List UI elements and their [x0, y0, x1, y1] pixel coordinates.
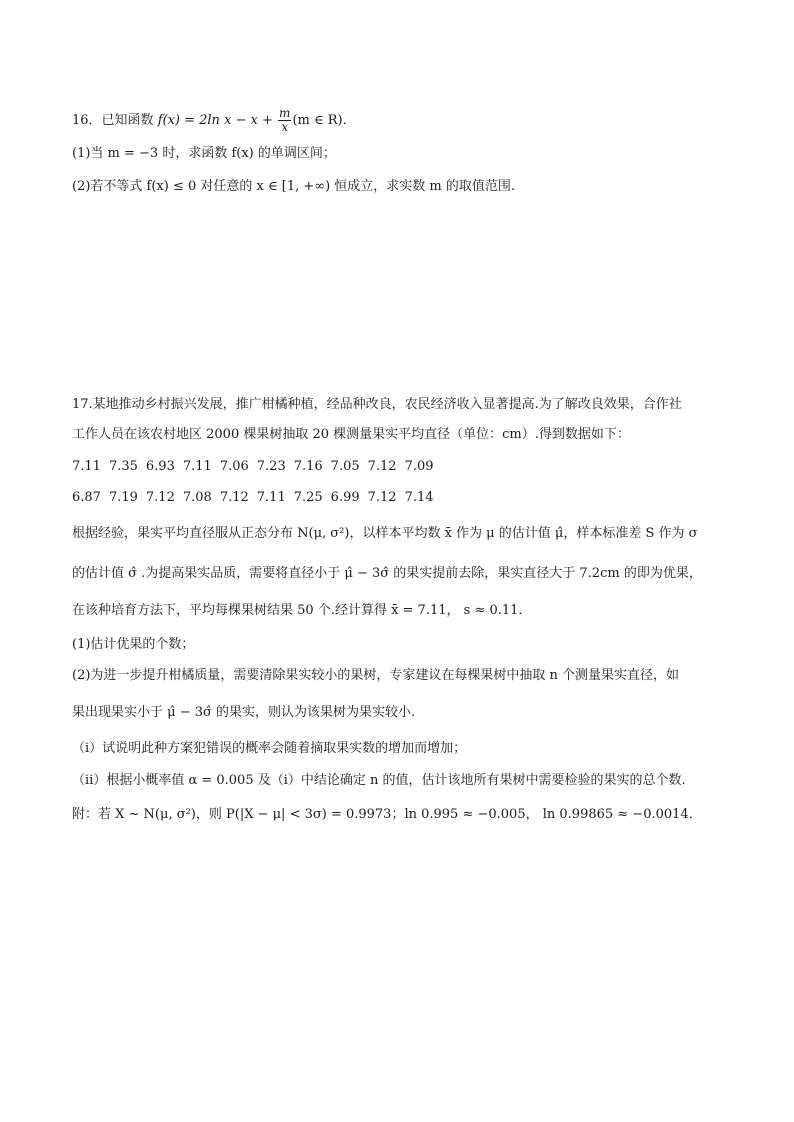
- q16-frac-numerator: m: [279, 106, 291, 120]
- q17-line5: 在该种培育方法下，平均每棵果树结果 50 个.经计算得 x̄ = 7.11， s ≈ 0.11．: [72, 603, 532, 618]
- q16-function-lhs: f(x) = 2ln x − x +: [157, 113, 278, 128]
- data-value: 7.19: [108, 490, 138, 505]
- q17-part1: (1)估计优果的个数；: [72, 637, 195, 652]
- q16-part1: (1)当 m = −3 时，求函数 f(x) 的单调区间；: [72, 146, 336, 161]
- q17-part2-line2: 果出现果实小于 μ̂ − 3σ̂ 的果实，则认为该果树为果实较小.: [72, 705, 416, 720]
- data-value: 7.12: [145, 490, 175, 505]
- q16-stem-prefix: 16．已知函数: [72, 113, 158, 128]
- q17-data-row2: [72, 489, 442, 507]
- data-value: 7.08: [182, 490, 212, 505]
- data-value: 7.12: [367, 459, 397, 474]
- q16-stem: [72, 107, 356, 134]
- data-value: 7.12: [219, 490, 249, 505]
- data-value: 7.35: [108, 459, 138, 474]
- data-value: 7.11: [72, 459, 101, 474]
- data-value: 7.14: [404, 490, 434, 505]
- q17-sub1: （ⅰ）试说明此种方案犯错误的概率会随着摘取果实数的增加而增加；: [72, 741, 467, 756]
- q17-data-row1: [72, 458, 442, 476]
- data-value: 6.93: [145, 459, 175, 474]
- data-value: 6.87: [72, 490, 101, 505]
- q17-line2: 工作人员在该农村地区 2000 棵果树抽取 20 棵测量果实平均直径（单位：cm）.得到数据如下：: [72, 427, 630, 442]
- data-value: 7.05: [330, 459, 360, 474]
- data-value: 6.99: [330, 490, 360, 505]
- data-value: 7.11: [182, 459, 212, 474]
- data-value: 7.16: [293, 459, 323, 474]
- data-value: 7.12: [367, 490, 397, 505]
- data-value: 7.11: [256, 490, 286, 505]
- q17-appendix-note: 附：若 X ~ N(μ, σ²)，则 P(|X − μ| < 3σ) = 0.9973；ln 0.995 ≈ −0.005， ln 0.99865 ≈ −0.0014．: [72, 807, 702, 822]
- q16-part2: (2)若不等式 f(x) ≤ 0 对任意的 x ∈ [1, +∞) 恒成立，求实数 m 的取值范围.: [72, 179, 516, 194]
- data-value: 7.23: [256, 459, 286, 474]
- q16-function-rhs: (m ∈ R)．: [292, 113, 356, 128]
- q17-line4: 的估计值 σ̂ .为提高果实品质，需要将直径小于 μ̂ − 3σ̂ 的果实提前去除，果实直径大于 7.2cm 的即为优果，: [72, 566, 702, 581]
- q17-line3: 根据经验，果实平均直径服从正态分布 N(μ, σ²)，以样本平均数 x̄ 作为 μ 的估计值 μ̂，样本标准差 S 作为 σ: [72, 526, 698, 541]
- q16-frac-denominator: x: [281, 120, 289, 134]
- data-value: 7.09: [404, 459, 434, 474]
- q16-fraction: [278, 107, 291, 134]
- data-value: 7.25: [293, 490, 323, 505]
- data-value: 7.06: [219, 459, 249, 474]
- q17-sub2: （ⅱ）根据小概率值 α = 0.005 及（ⅰ）中结论确定 n 的值，估计该地所有果树中需要检验的果实的总个数.: [72, 773, 686, 788]
- q17-line1: 17.某地推动乡村振兴发展，推广柑橘种植，经品种改良，农民经济收入显著提高.为了解改良效果，合作社: [72, 397, 682, 412]
- q17-part2-line1: (2)为进一步提升柑橘质量，需要清除果实较小的果树，专家建议在每棵果树中抽取 n 个测量果实直径，如: [72, 668, 680, 683]
